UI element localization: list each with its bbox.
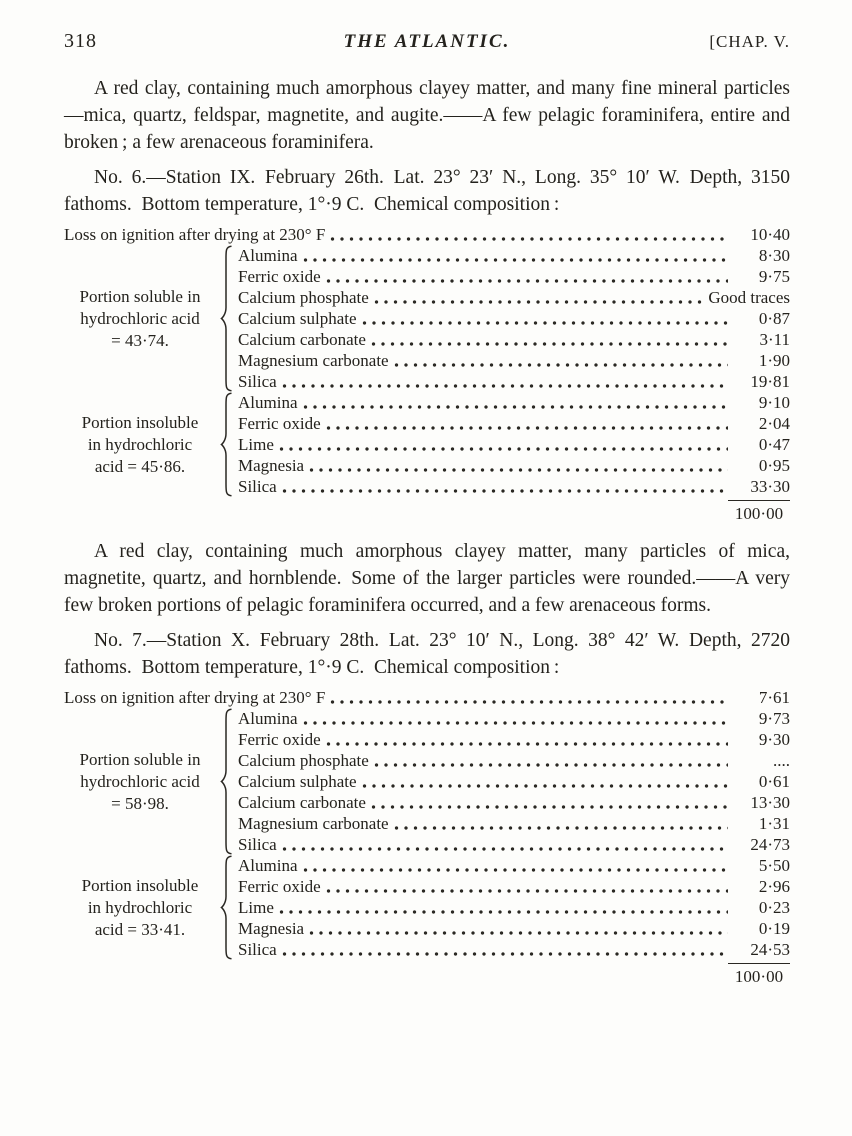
component-value: Good traces bbox=[708, 288, 790, 307]
component-value: 33·30 bbox=[750, 477, 790, 496]
component-value: 0·95 bbox=[758, 456, 790, 475]
dot-leader bbox=[301, 708, 729, 729]
composition-table-no6 bbox=[64, 224, 790, 524]
component-value: 1·31 bbox=[758, 814, 790, 833]
portion-group bbox=[64, 392, 790, 497]
portion-label-line: Portion soluble in bbox=[79, 749, 201, 769]
portion-label-line: = 43·74. bbox=[111, 330, 169, 350]
component-label: Silica bbox=[238, 835, 277, 854]
component-value: 0·47 bbox=[758, 435, 790, 454]
portion-label-line: in hydrochloric bbox=[87, 897, 193, 917]
portion-label-line: Portion soluble in bbox=[79, 286, 201, 306]
portion-label-line: hydrochloric acid bbox=[80, 308, 200, 328]
table-row bbox=[238, 371, 790, 392]
dot-leader bbox=[369, 792, 728, 813]
component-value: 9·73 bbox=[758, 709, 790, 728]
dot-leader bbox=[301, 392, 729, 413]
component-label: Magnesia bbox=[238, 456, 305, 475]
station-heading-no6: No. 6.—Station IX. February 26th. Lat. 23° 23′ N., Long. 35° 10′ W. Depth, 3150 fathoms. Bottom temperature, 1°·9 C. Chemical composition : bbox=[64, 167, 790, 215]
table-row bbox=[64, 687, 790, 708]
component-label: Ferric oxide bbox=[238, 414, 321, 433]
table-row bbox=[238, 729, 790, 750]
component-value: .... bbox=[773, 751, 790, 770]
page-number: 318 bbox=[64, 30, 97, 52]
dot-leader bbox=[307, 455, 728, 476]
component-label: Loss on ignition after drying at 230° F bbox=[64, 688, 326, 707]
dot-leader bbox=[328, 224, 728, 245]
component-value: 24·73 bbox=[750, 835, 790, 854]
total-row bbox=[64, 500, 790, 524]
dot-leader bbox=[372, 287, 705, 308]
component-label: Calcium carbonate bbox=[238, 330, 366, 349]
table-row bbox=[238, 855, 790, 876]
component-label: Calcium phosphate bbox=[238, 751, 369, 770]
component-label: Silica bbox=[238, 372, 277, 391]
total-value: 100·00 bbox=[728, 963, 790, 987]
dot-leader bbox=[280, 939, 728, 960]
portion-group bbox=[64, 245, 790, 392]
component-label: Ferric oxide bbox=[238, 877, 321, 896]
component-label: Calcium sulphate bbox=[238, 772, 357, 791]
table-row bbox=[238, 897, 790, 918]
table-row bbox=[238, 476, 790, 497]
table-row bbox=[238, 392, 790, 413]
table-row bbox=[238, 308, 790, 329]
table-row bbox=[238, 792, 790, 813]
table-row bbox=[238, 266, 790, 287]
table-row bbox=[238, 413, 790, 434]
dot-leader bbox=[277, 897, 728, 918]
table-row bbox=[238, 918, 790, 939]
dot-leader bbox=[307, 918, 728, 939]
group-items bbox=[238, 708, 790, 855]
component-label: Lime bbox=[238, 435, 274, 454]
component-value: 9·75 bbox=[758, 267, 790, 286]
component-value: 8·30 bbox=[758, 246, 790, 265]
portion-label-line: in hydrochloric bbox=[87, 434, 193, 454]
component-value: 24·53 bbox=[750, 940, 790, 959]
portion-label-line: hydrochloric acid bbox=[80, 771, 200, 791]
component-value: 13·30 bbox=[750, 793, 790, 812]
total-value: 100·00 bbox=[728, 500, 790, 524]
portion-label bbox=[64, 749, 216, 815]
group-items bbox=[238, 245, 790, 392]
station-heading-no7: No. 7.—Station X. February 28th. Lat. 23° 10′ N., Long. 38° 42′ W. Depth, 2720 fathoms. Bottom temperature, 1°·9 C. Chemical composition : bbox=[64, 630, 790, 678]
component-value: 0·23 bbox=[758, 898, 790, 917]
component-value: 2·04 bbox=[758, 414, 790, 433]
component-label: Alumina bbox=[238, 709, 298, 728]
table-row bbox=[238, 813, 790, 834]
portion-label-line: Portion insoluble bbox=[81, 875, 199, 895]
component-label: Magnesium carbonate bbox=[238, 814, 389, 833]
component-value: 3·11 bbox=[759, 330, 790, 349]
component-value: 10·40 bbox=[750, 225, 790, 244]
portion-label-line: Portion insoluble bbox=[81, 412, 199, 432]
component-label: Calcium phosphate bbox=[238, 288, 369, 307]
portion-label-line: acid = 33·41. bbox=[94, 919, 186, 939]
table-row bbox=[238, 834, 790, 855]
component-label: Calcium sulphate bbox=[238, 309, 357, 328]
component-label: Magnesia bbox=[238, 919, 305, 938]
component-label: Lime bbox=[238, 898, 274, 917]
dot-leader bbox=[360, 771, 728, 792]
dot-leader bbox=[280, 834, 728, 855]
portion-label bbox=[64, 286, 216, 352]
component-label: Alumina bbox=[238, 856, 298, 875]
dot-leader bbox=[392, 350, 728, 371]
portion-label-line: acid = 45·86. bbox=[94, 456, 186, 476]
brace-icon bbox=[218, 855, 234, 960]
table-row bbox=[238, 939, 790, 960]
table-row bbox=[238, 245, 790, 266]
dot-leader bbox=[324, 729, 728, 750]
table-row bbox=[238, 329, 790, 350]
component-label: Loss on ignition after drying at 230° F bbox=[64, 225, 326, 244]
brace-icon bbox=[218, 708, 234, 855]
dot-leader bbox=[277, 434, 728, 455]
total-row bbox=[64, 963, 790, 987]
table-row bbox=[238, 771, 790, 792]
table-row bbox=[238, 876, 790, 897]
component-label: Calcium carbonate bbox=[238, 793, 366, 812]
dot-leader bbox=[369, 329, 728, 350]
dot-leader bbox=[392, 813, 728, 834]
group-items bbox=[238, 392, 790, 497]
component-value: 0·87 bbox=[758, 309, 790, 328]
component-label: Silica bbox=[238, 477, 277, 496]
component-value: 9·10 bbox=[758, 393, 790, 412]
running-header bbox=[64, 30, 790, 53]
paragraph-intro: A red clay, containing much amorphous clayey matter, and many fine mineral particles—mica, quartz, feldspar, magnetite, and augite.——A few pelagic foraminifera, entire and broken ; a few arenaceous foraminifera. bbox=[64, 78, 790, 153]
portion-label bbox=[64, 412, 216, 478]
component-value: 2·96 bbox=[758, 877, 790, 896]
component-value: 0·19 bbox=[758, 919, 790, 938]
dot-leader bbox=[324, 266, 728, 287]
component-value: 7·61 bbox=[758, 688, 790, 707]
portion-label-line: = 58·98. bbox=[111, 793, 169, 813]
table-row bbox=[238, 455, 790, 476]
portion-label bbox=[64, 875, 216, 941]
dot-leader bbox=[324, 876, 728, 897]
dot-leader bbox=[301, 245, 729, 266]
component-label: Alumina bbox=[238, 246, 298, 265]
portion-group bbox=[64, 708, 790, 855]
table-row bbox=[64, 224, 790, 245]
component-value: 9·30 bbox=[758, 730, 790, 749]
component-value: 1·90 bbox=[758, 351, 790, 370]
brace-icon bbox=[218, 245, 234, 392]
table-row bbox=[238, 287, 790, 308]
dot-leader bbox=[328, 687, 728, 708]
component-value: 5·50 bbox=[758, 856, 790, 875]
paragraph-between: A red clay, containing much amorphous clayey matter, many particles of mica, magnetite, quartz, and hornblende. Some of the larger particles were rounded.——A very few broken portions of pelagic foraminifera occurred, and a few arenaceous forms. bbox=[64, 541, 790, 616]
dot-leader bbox=[324, 413, 728, 434]
component-value: 0·61 bbox=[758, 772, 790, 791]
component-label: Silica bbox=[238, 940, 277, 959]
dot-leader bbox=[301, 855, 729, 876]
group-items bbox=[238, 855, 790, 960]
portion-group bbox=[64, 855, 790, 960]
dot-leader bbox=[372, 750, 728, 771]
table-row bbox=[238, 434, 790, 455]
component-label: Alumina bbox=[238, 393, 298, 412]
table-row bbox=[238, 708, 790, 729]
component-label: Ferric oxide bbox=[238, 730, 321, 749]
dot-leader bbox=[360, 308, 728, 329]
composition-table-no7 bbox=[64, 687, 790, 987]
table-row bbox=[238, 350, 790, 371]
component-value: 19·81 bbox=[750, 372, 790, 391]
dot-leader bbox=[280, 476, 728, 497]
component-label: Magnesium carbonate bbox=[238, 351, 389, 370]
brace-icon bbox=[218, 392, 234, 497]
table-row bbox=[238, 750, 790, 771]
component-label: Ferric oxide bbox=[238, 267, 321, 286]
dot-leader bbox=[280, 371, 728, 392]
chapter-label: [CHAP. V. bbox=[709, 32, 790, 51]
running-title: THE ATLANTIC. bbox=[343, 31, 511, 52]
